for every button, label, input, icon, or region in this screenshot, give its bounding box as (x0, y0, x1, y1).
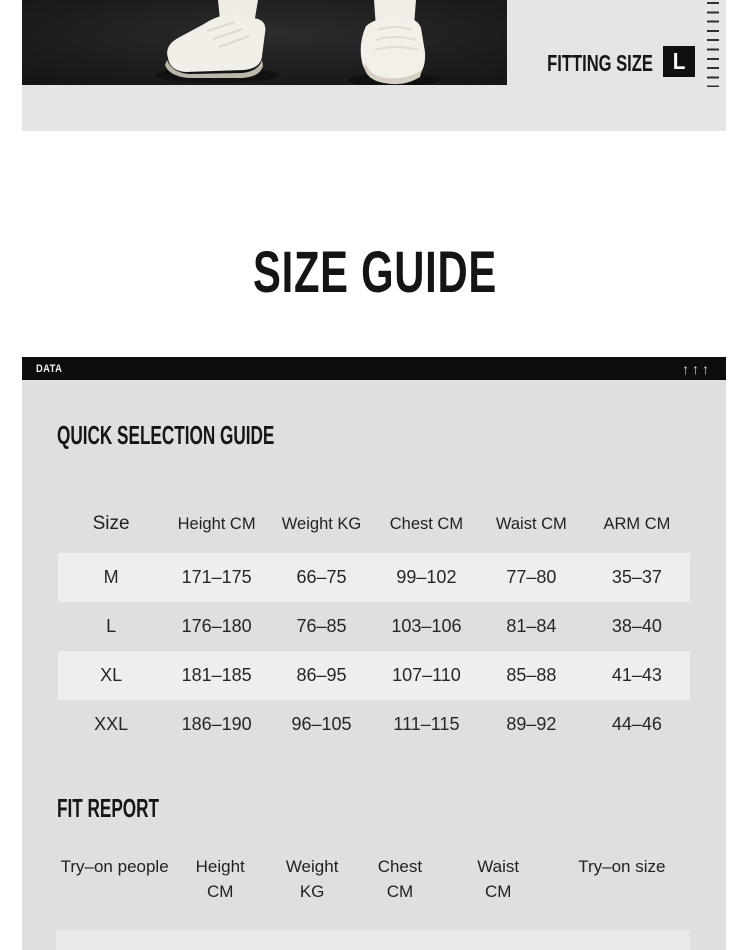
hero-panel (22, 0, 726, 131)
table-row-m (58, 553, 690, 602)
column-header-weight (267, 854, 357, 904)
size-guide-panel (22, 380, 726, 950)
table-cell: 85–88 (506, 665, 557, 685)
table-cell: 38–40 (611, 616, 662, 636)
table-cell: 35–37 (611, 567, 662, 587)
column-header-height (173, 854, 267, 904)
table-cell: 86–95 (296, 665, 347, 685)
fitting-size (506, 45, 695, 77)
header-line (554, 879, 690, 904)
header-line (56, 879, 173, 904)
table-cell: 66–75 (296, 567, 347, 587)
size-table (58, 495, 690, 749)
column-header-tryon-size (554, 854, 690, 904)
header-line: Try–on size (578, 857, 666, 876)
fit-report-table (56, 854, 690, 904)
column-header-tryon-people (56, 854, 173, 904)
empty-row-band (56, 930, 690, 950)
table-cell: 96–105 (291, 714, 352, 734)
header-line: CM (386, 882, 414, 901)
fitting-size-value: L (672, 47, 686, 74)
fitting-size-label: FITTING SIZE (547, 50, 653, 76)
table-cell: 89–92 (506, 714, 557, 734)
column-header-height: Height CM (177, 514, 256, 533)
column-header-size: Size (92, 513, 130, 534)
header-line: Height (195, 857, 245, 876)
table-cell: 111–115 (393, 714, 460, 734)
table-cell: 171–175 (181, 567, 252, 587)
column-header-weight: Weight KG (281, 514, 362, 533)
header-line: Weight (285, 857, 339, 876)
ruler-marks-icon (707, 2, 719, 87)
header-line: Chest (377, 857, 423, 876)
fit-report-heading: FIT REPORT (57, 793, 160, 823)
header-line: CM (206, 882, 234, 901)
table-cell: 99–102 (396, 567, 457, 587)
table-cell: XXL (94, 714, 129, 734)
column-header-chest (357, 854, 443, 904)
table-cell: 81–84 (506, 616, 557, 636)
table-cell: 44–46 (611, 714, 662, 734)
table-row-xl (58, 651, 690, 700)
table-cell: M (103, 567, 119, 587)
fit-report-header-row (56, 854, 690, 904)
table-cell: 176–180 (181, 616, 252, 636)
table-cell: 181–185 (181, 665, 252, 685)
table-cell: 77–80 (506, 567, 557, 587)
table-cell: 103–106 (391, 616, 462, 636)
product-photo (22, 0, 507, 85)
table-cell: 41–43 (611, 665, 662, 685)
header-line: KG (299, 882, 325, 901)
page-title: SIZE GUIDE (253, 240, 497, 305)
column-header-waist: Waist CM (495, 514, 567, 533)
size-table-header-row (58, 495, 690, 553)
column-header-waist (443, 854, 554, 904)
data-bar-label: DATA (36, 362, 63, 375)
fitting-size-badge (663, 46, 695, 77)
table-cell: 107–110 (392, 665, 461, 685)
header-line: Try–on people (60, 857, 169, 876)
data-bar (22, 357, 726, 380)
table-row-xxl (58, 700, 690, 749)
table-cell: 186–190 (181, 714, 252, 734)
column-header-chest: Chest CM (389, 514, 464, 533)
header-line: CM (484, 882, 512, 901)
column-header-arm: ARM CM (603, 514, 671, 533)
table-row-l (58, 602, 690, 651)
table-cell: XL (100, 665, 123, 685)
quick-selection-guide-heading: QUICK SELECTION GUIDE (57, 420, 275, 450)
table-cell: 76–85 (296, 616, 347, 636)
table-cell: L (106, 616, 117, 636)
header-line: Waist (477, 857, 520, 876)
up-arrows-icon: ↑↑↑ (682, 360, 712, 377)
